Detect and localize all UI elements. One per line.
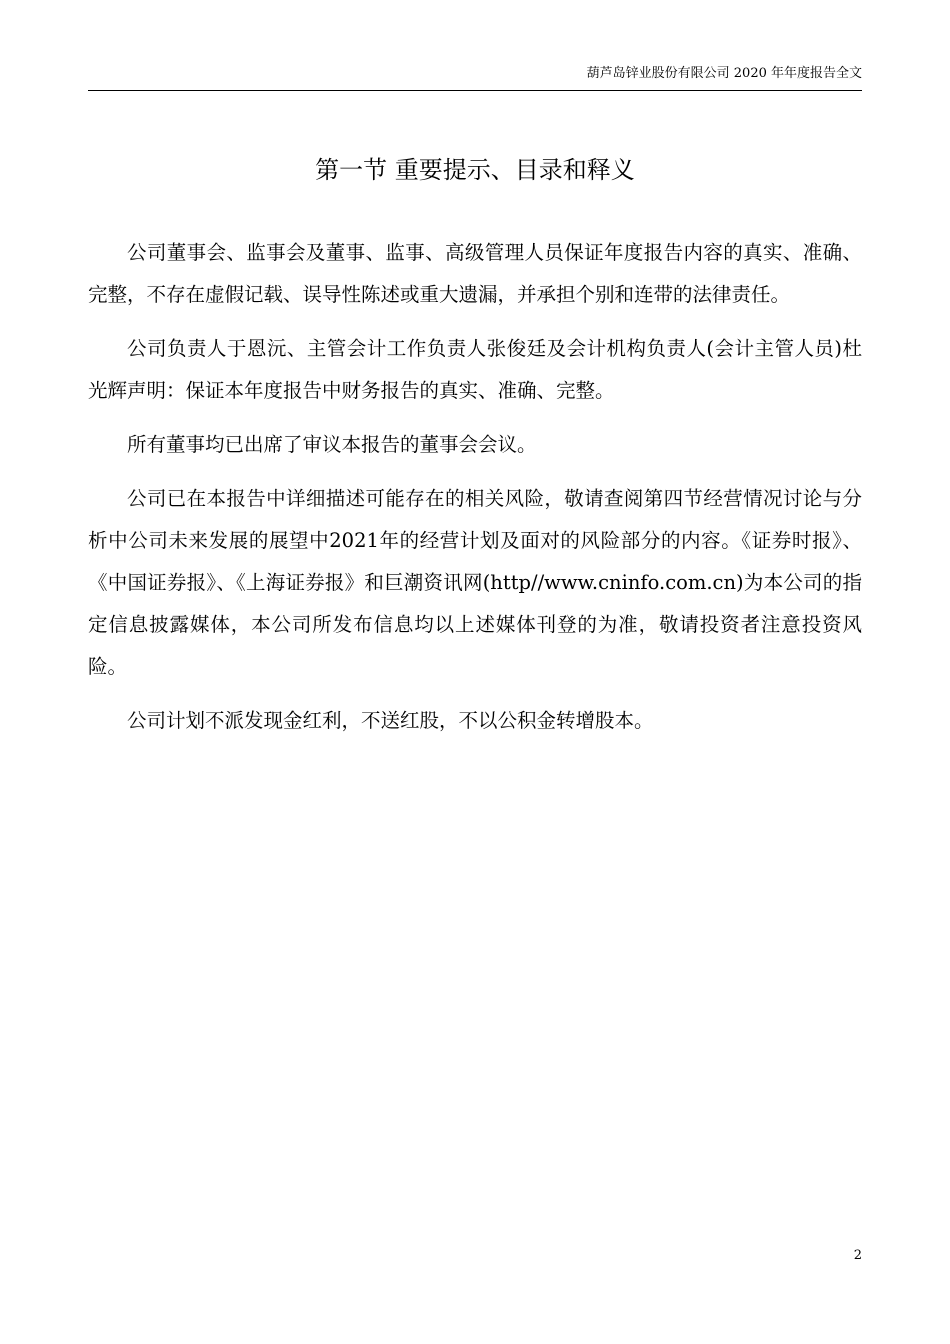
paragraph-officer-declaration: 公司负责人于恩沅、主管会计工作负责人张俊廷及会计机构负责人(会计主管人员)杜光辉声明：保证本年度报告中财务报告的真实、准确、完整。 xyxy=(88,337,862,402)
section-title: 第一节 重要提示、目录和释义 xyxy=(315,156,635,184)
paragraph-responsibility-statement: 公司董事会、监事会及董事、监事、高级管理人员保证年度报告内容的真实、准确、完整，不存在虚假记载、误导性陈述或重大遗漏，并承担个别和连带的法律责任。 xyxy=(88,241,862,306)
paragraph-board-attendance: 所有董事均已出席了审议本报告的董事会会议。 xyxy=(127,433,537,456)
page-header xyxy=(88,64,862,91)
paragraph-dividend-plan: 公司计划不派发现金红利，不送红股，不以公积金转增股本。 xyxy=(127,709,654,732)
page-number: 2 xyxy=(853,1248,862,1263)
body-text xyxy=(88,232,862,754)
running-title: 葫芦岛锌业股份有限公司 2020 年年度报告全文 xyxy=(586,66,862,81)
paragraph-risk-and-media: 公司已在本报告中详细描述可能存在的相关风险，敬请查阅第四节经营情况讨论与分析中公司未来发展的展望中2021年的经营计划及面对的风险部分的内容。《证券时报》、《中国证券报》、《上海证券报》和巨潮资讯网(http//www.cninfo.com.cn)为本公司的指定信息披露媒体，本公司所发布信息均以上述媒体刊登的为准，敬请投资者注意投资风险。 xyxy=(88,487,862,678)
